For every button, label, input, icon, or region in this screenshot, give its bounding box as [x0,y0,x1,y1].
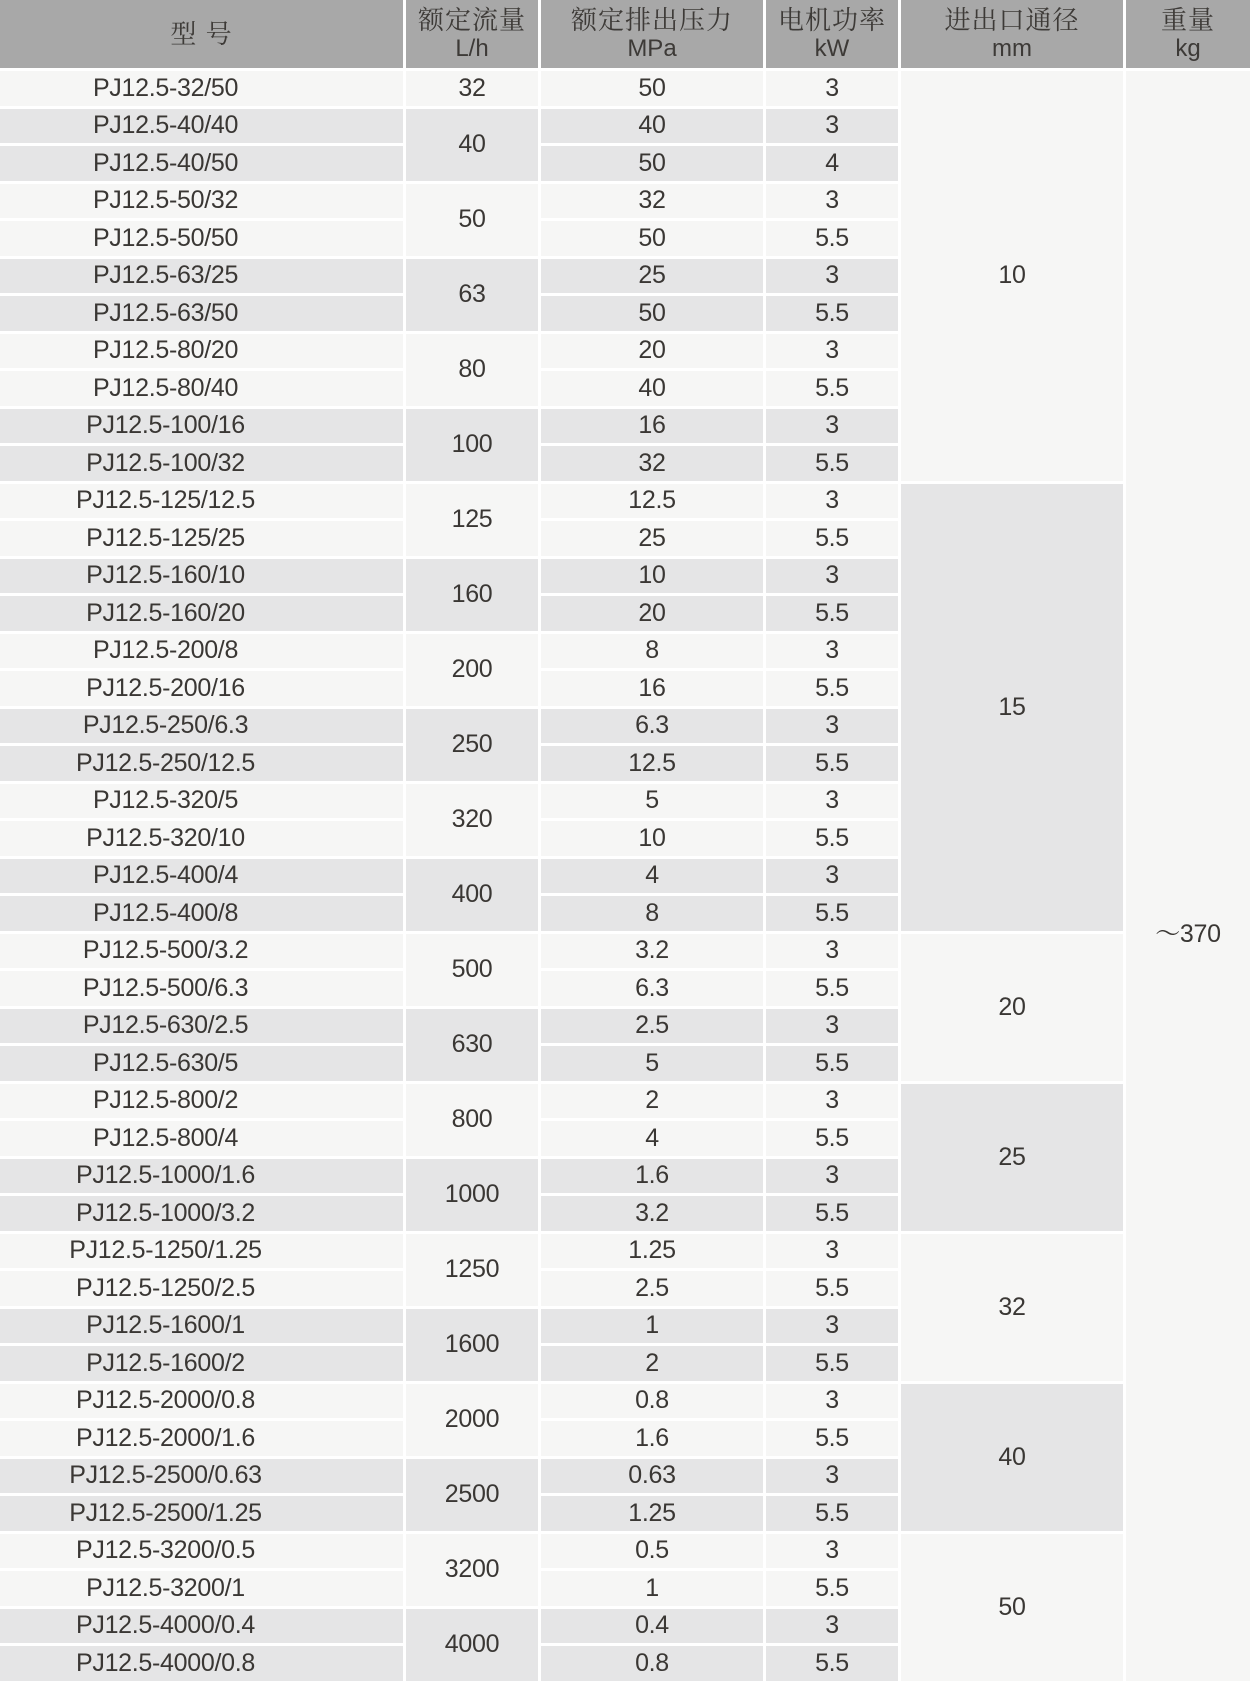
model-cell: PJ12.5-1250/1.25 [0,1234,403,1269]
diameter-cell: 25 [901,1084,1123,1231]
power-cell: 5.5 [766,446,898,481]
pressure-cell: 6.3 [541,971,763,1006]
header-pressure-unit: MPa [627,35,677,63]
header-cell-flow [406,0,538,68]
power-cell: 3 [766,1609,898,1644]
pressure-cell: 10 [541,559,763,594]
pressure-cell: 5 [541,784,763,819]
power-cell: 3 [766,1459,898,1494]
model-cell: PJ12.5-250/12.5 [0,746,403,781]
flow-cell: 2000 [406,1384,538,1456]
power-cell: 5.5 [766,1421,898,1456]
power-cell: 5.5 [766,1196,898,1231]
flow-cell: 50 [406,184,538,256]
pressure-cell: 40 [541,371,763,406]
model-cell: PJ12.5-80/20 [0,334,403,369]
diameter-cell: 20 [901,934,1123,1081]
model-cell: PJ12.5-400/8 [0,896,403,931]
pressure-cell: 16 [541,409,763,444]
model-cell: PJ12.5-40/40 [0,109,403,144]
pressure-cell: 4 [541,1121,763,1156]
pressure-cell: 0.4 [541,1609,763,1644]
pressure-cell: 1.6 [541,1421,763,1456]
model-cell: PJ12.5-500/6.3 [0,971,403,1006]
power-cell: 5.5 [766,596,898,631]
model-cell: PJ12.5-320/10 [0,821,403,856]
pressure-cell: 8 [541,896,763,931]
header-cell-weight [1126,0,1250,68]
power-cell: 3 [766,484,898,519]
power-cell: 3 [766,1159,898,1194]
flow-cell: 250 [406,709,538,781]
power-cell: 3 [766,1384,898,1419]
header-cell-pressure [541,0,763,68]
power-cell: 3 [766,634,898,669]
pressure-cell: 32 [541,184,763,219]
power-cell: 5.5 [766,1571,898,1606]
flow-cell: 630 [406,1009,538,1081]
flow-cell: 1000 [406,1159,538,1231]
diameter-cell: 50 [901,1534,1123,1681]
pressure-cell: 1.25 [541,1496,763,1531]
header-power-title: 电机功率 [777,5,886,35]
pressure-cell: 12.5 [541,484,763,519]
model-cell: PJ12.5-2000/0.8 [0,1384,403,1419]
model-cell: PJ12.5-2500/1.25 [0,1496,403,1531]
flow-cell: 200 [406,634,538,706]
model-cell: PJ12.5-630/2.5 [0,1009,403,1044]
power-cell: 5.5 [766,296,898,331]
model-cell: PJ12.5-1600/1 [0,1309,403,1344]
pressure-cell: 2 [541,1346,763,1381]
model-cell: PJ12.5-125/25 [0,521,403,556]
model-cell: PJ12.5-2000/1.6 [0,1421,403,1456]
pressure-cell: 10 [541,821,763,856]
pressure-cell: 3.2 [541,934,763,969]
model-cell: PJ12.5-160/10 [0,559,403,594]
pressure-cell: 2.5 [541,1271,763,1306]
header-cell-model [0,0,403,68]
model-cell: PJ12.5-320/5 [0,784,403,819]
power-cell: 3 [766,1309,898,1344]
power-cell: 3 [766,71,898,106]
header-cell-diameter [901,0,1123,68]
flow-cell: 2500 [406,1459,538,1531]
model-cell: PJ12.5-630/5 [0,1046,403,1081]
power-cell: 3 [766,184,898,219]
pressure-cell: 6.3 [541,709,763,744]
model-cell: PJ12.5-100/16 [0,409,403,444]
power-cell: 3 [766,709,898,744]
power-cell: 3 [766,1234,898,1269]
power-cell: 3 [766,559,898,594]
power-cell: 3 [766,859,898,894]
pressure-cell: 3.2 [541,1196,763,1231]
model-cell: PJ12.5-1000/1.6 [0,1159,403,1194]
header-cell-power [766,0,898,68]
power-cell: 5.5 [766,821,898,856]
power-cell: 3 [766,409,898,444]
pressure-cell: 5 [541,1046,763,1081]
power-cell: 5.5 [766,371,898,406]
header-model-title: 型 号 [170,18,233,49]
header-flow-unit: L/h [455,35,489,63]
pressure-cell: 40 [541,109,763,144]
pressure-cell: 20 [541,596,763,631]
pressure-cell: 16 [541,671,763,706]
weight-cell: ～370 [1126,71,1250,1681]
pressure-cell: 25 [541,521,763,556]
model-cell: PJ12.5-800/4 [0,1121,403,1156]
model-cell: PJ12.5-800/2 [0,1084,403,1119]
flow-cell: 800 [406,1084,538,1156]
power-cell: 3 [766,334,898,369]
pressure-cell: 2.5 [541,1009,763,1044]
pressure-cell: 0.8 [541,1384,763,1419]
flow-cell: 160 [406,559,538,631]
flow-cell: 320 [406,784,538,856]
model-cell: PJ12.5-1000/3.2 [0,1196,403,1231]
pressure-cell: 8 [541,634,763,669]
pressure-cell: 1 [541,1571,763,1606]
model-cell: PJ12.5-200/16 [0,671,403,706]
model-cell: PJ12.5-50/50 [0,221,403,256]
pressure-cell: 50 [541,146,763,181]
power-cell: 3 [766,784,898,819]
power-cell: 3 [766,934,898,969]
model-cell: PJ12.5-250/6.3 [0,709,403,744]
flow-cell: 80 [406,334,538,406]
power-cell: 3 [766,1534,898,1569]
model-cell: PJ12.5-125/12.5 [0,484,403,519]
power-cell: 5.5 [766,521,898,556]
diameter-cell: 32 [901,1234,1123,1381]
flow-cell: 1600 [406,1309,538,1381]
pressure-cell: 25 [541,259,763,294]
diameter-cell: 10 [901,71,1123,481]
flow-cell: 125 [406,484,538,556]
power-cell: 4 [766,146,898,181]
pressure-cell: 50 [541,221,763,256]
flow-cell: 500 [406,934,538,1006]
pressure-cell: 1.6 [541,1159,763,1194]
header-diameter-title: 进出口通径 [944,5,1080,35]
flow-cell: 40 [406,109,538,181]
flow-cell: 4000 [406,1609,538,1681]
header-power-unit: kW [814,35,850,63]
pressure-cell: 1.25 [541,1234,763,1269]
power-cell: 5.5 [766,1271,898,1306]
flow-cell: 1250 [406,1234,538,1306]
power-cell: 5.5 [766,1046,898,1081]
diameter-cell: 15 [901,484,1123,931]
model-cell: PJ12.5-160/20 [0,596,403,631]
model-cell: PJ12.5-3200/0.5 [0,1534,403,1569]
power-cell: 3 [766,259,898,294]
pressure-cell: 0.8 [541,1646,763,1681]
model-cell: PJ12.5-500/3.2 [0,934,403,969]
model-cell: PJ12.5-200/8 [0,634,403,669]
model-cell: PJ12.5-63/50 [0,296,403,331]
pressure-cell: 12.5 [541,746,763,781]
model-cell: PJ12.5-50/32 [0,184,403,219]
power-cell: 5.5 [766,896,898,931]
pressure-cell: 4 [541,859,763,894]
model-cell: PJ12.5-1600/2 [0,1346,403,1381]
model-cell: PJ12.5-400/4 [0,859,403,894]
power-cell: 5.5 [766,671,898,706]
power-cell: 5.5 [766,971,898,1006]
header-weight-title: 重量 [1160,5,1215,35]
model-cell: PJ12.5-4000/0.4 [0,1609,403,1644]
flow-cell: 63 [406,259,538,331]
pressure-cell: 20 [541,334,763,369]
power-cell: 5.5 [766,1346,898,1381]
pressure-cell: 32 [541,446,763,481]
header-pressure-title: 额定排出压力 [570,5,733,35]
flow-cell: 100 [406,409,538,481]
model-cell: PJ12.5-4000/0.8 [0,1646,403,1681]
header-flow-title: 额定流量 [417,5,526,35]
flow-cell: 3200 [406,1534,538,1606]
flow-cell: 32 [406,71,538,106]
power-cell: 5.5 [766,1646,898,1681]
power-cell: 3 [766,109,898,144]
model-cell: PJ12.5-80/40 [0,371,403,406]
power-cell: 5.5 [766,221,898,256]
flow-cell: 400 [406,859,538,931]
power-cell: 5.5 [766,746,898,781]
pressure-cell: 0.63 [541,1459,763,1494]
power-cell: 3 [766,1084,898,1119]
header-diameter-unit: mm [992,35,1032,63]
model-cell: PJ12.5-3200/1 [0,1571,403,1606]
power-cell: 5.5 [766,1496,898,1531]
model-cell: PJ12.5-40/50 [0,146,403,181]
pressure-cell: 2 [541,1084,763,1119]
pressure-cell: 50 [541,296,763,331]
pressure-cell: 0.5 [541,1534,763,1569]
header-weight-unit: kg [1175,35,1201,63]
power-cell: 3 [766,1009,898,1044]
model-cell: PJ12.5-32/50 [0,71,403,106]
diameter-cell: 40 [901,1384,1123,1531]
model-cell: PJ12.5-1250/2.5 [0,1271,403,1306]
model-cell: PJ12.5-100/32 [0,446,403,481]
model-cell: PJ12.5-2500/0.63 [0,1459,403,1494]
model-cell: PJ12.5-63/25 [0,259,403,294]
pressure-cell: 1 [541,1309,763,1344]
power-cell: 5.5 [766,1121,898,1156]
pressure-cell: 50 [541,71,763,106]
